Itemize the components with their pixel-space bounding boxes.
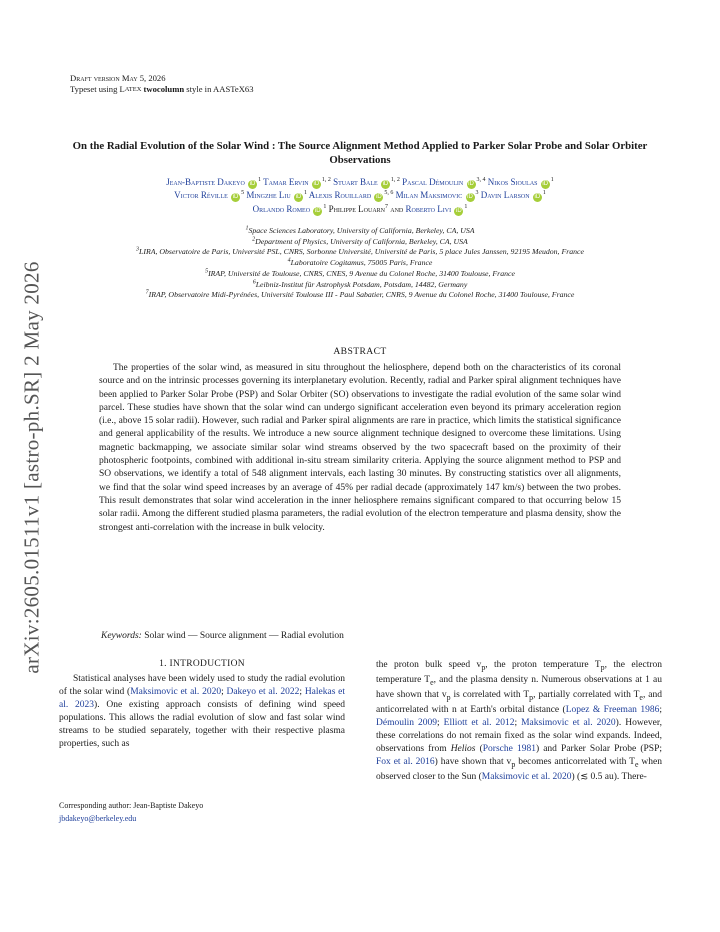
citation-link[interactable]: Maksimovic et al. 2020 bbox=[130, 687, 222, 698]
author-item: Philippe Louarn$^7$ bbox=[328, 203, 388, 214]
citation-link[interactable]: Fox et al. 2016 bbox=[376, 757, 435, 768]
affiliation-item: $^2$Department of Physics, University of California, Berkeley, CA, USA bbox=[252, 236, 468, 246]
corresponding-author: Corresponding author: Jean-Baptiste Dakeyo jbdakeyo@berkeley.edu bbox=[59, 800, 203, 825]
author-list bbox=[70, 176, 650, 216]
author-item[interactable]: Jean-Baptiste Dakeyo $iD^1$ bbox=[166, 177, 262, 187]
typeset-line: Typeset using LATEX twocolumn style in AASTeX63 bbox=[70, 83, 254, 94]
abstract-heading: ABSTRACT bbox=[333, 346, 387, 357]
citation-link[interactable]: Dakeyo et al. 2022 bbox=[226, 687, 300, 698]
author-item[interactable]: Milan Maksimovic $iD^3$ bbox=[395, 190, 479, 201]
citation-link[interactable]: Elliott et al. 2012 bbox=[443, 718, 515, 729]
orcid-icon[interactable]: iD bbox=[232, 194, 239, 201]
author-joiner: and bbox=[390, 203, 404, 214]
citation-link[interactable]: Maksimovic et al. 2020 bbox=[481, 772, 572, 783]
author-item[interactable]: Nikos Sioulas $iD^1$ bbox=[487, 177, 554, 187]
affiliation-item: $^5$IRAP, Université de Toulouse, CNRS, CNES, 9 Avenue du Colonel Roche, 31400 Toulouse, France bbox=[205, 268, 515, 278]
arxiv-side-stamp: arXiv:2605.01511v1 [astro-ph.SR] 2 May 2026 bbox=[19, 261, 44, 674]
intro-paragraph-right: the proton bulk speed $v_p$, the proton temperature $T_p$, the electron temperature $T_e$, and the plasma density n. Numerous observations at 1 au have shown that $v_p$ is correlated with $T_p$, partially correlated with $T_e$, and anticorrelated with n at Earth's orbital distance (Lopez & Freeman 1986; Démoulin 2009; Elliott et al. 2012; Maksimovic et al. 2020). However, these correlations do not remain fixed as the solar wind expands. Indeed, observations from Helios (Porsche 1981) and Parker Solar Probe (PSP; Fox et al. 2016) have shown that $v_p$ becomes anticorrelated with $T_e$ when observed closer to the Sun (Maksimovic et al. 2020) (≲ 0.5 au). There- bbox=[376, 660, 663, 783]
affiliation-item: $^7$IRAP, Observatoire Midi-Pyrénées, Université Toulouse III - Paul Sabatier, CNRS, 9 Avenue du Colonel Roche, 31400 Toulouse, France bbox=[145, 289, 575, 300]
orcid-icon[interactable]: iD bbox=[295, 194, 302, 201]
orcid-icon[interactable]: iD bbox=[313, 181, 320, 187]
citation-link[interactable]: Démoulin 2009 bbox=[376, 718, 437, 729]
citation-link[interactable]: Halekas et al. 2023 bbox=[59, 687, 346, 711]
author-item[interactable]: Davin Larson $iD^1$ bbox=[480, 190, 546, 201]
paper-title: On the Radial Evolution of the Solar Wind : The Source Alignment Method Applied to Parker Solar Probe and Solar Orbiter Observations bbox=[72, 140, 648, 166]
author-item[interactable]: Pascal Démoulin iD$^{3, 4}$ bbox=[402, 177, 486, 187]
affiliation-item: $^4$Laboratoire Cogitamus, 75005 Paris, France bbox=[287, 257, 433, 268]
orcid-icon[interactable]: iD bbox=[382, 181, 389, 187]
citation-link[interactable]: Lopez & Freeman 1986 bbox=[565, 704, 660, 715]
orcid-icon[interactable]: iD bbox=[467, 194, 473, 201]
email-link[interactable]: jbdakeyo@berkeley.edu bbox=[59, 813, 137, 823]
author-item[interactable]: Alexis Rouillard iD$^{5, 6}$ bbox=[308, 190, 394, 201]
affiliation-item: $^3$LIRA, Observatoire de Paris, Université PSL, CNRS, Sorbonne Université, Université de Paris, 5 place Jules Janssen, 92195 Meudon, France bbox=[136, 246, 584, 257]
affiliation-item: $^6$Leibniz-Institut für Astrophysk Potsdam, Potsdam, 14482, Germany bbox=[252, 278, 468, 289]
abstract-text: The properties of the solar wind, as measured in situ throughout the heliosphere, depend both on the characteristics of its coronal source and on the intrinsic processes governing its interplanetary evolution. Recently, radial and Parker spiral alignment techniques have been applied to Parker Solar Probe (PSP) and Solar Orbiter (SO) observations to investigate the radial evolution of the same solar wind parcel. These studies have shown that the solar wind can undergo significant acceleration even beyond its primary acceleration region (i.e., above 15 solar radii). However, such radial and Parker spiral alignments are rare in practice, which limits the statistical significance and general applicability of the results. We introduce a new source alignment technique designed to overcome these limitations. Using magnetic backmapping, we associate similar solar wind streams observed by the two spacecraft based on the proximity of their photospheric footpoints, combined with additional in-situ stream similarity criteria. Applying the source alignment method to PSP and SO observations, we identify a total of 548 alignment intervals, each lasting 30 minutes. By constructing statistics over all alignments, we find that the solar wind speed increases by an average of 45% per radial decade (approximately 147 km/s) between the two probes. This result demonstrates that solar wind acceleration in the inner heliosphere remains significant compared to that occurring below 15 solar radii. Among the different studied plasma parameters, the radial evolution of the electron temperature and plasma density, show the strongest anti-correlation with the increase in bulk velocity. bbox=[99, 363, 621, 533]
author-item[interactable]: Stuart Bale iD$^{1, 2}$ bbox=[333, 177, 400, 187]
orcid-icon[interactable]: iD bbox=[468, 181, 474, 187]
citation-link[interactable]: Porsche 1981 bbox=[482, 744, 536, 755]
orcid-icon[interactable]: iD bbox=[534, 194, 541, 201]
intro-paragraph-left: Statistical analyses have been widely used to study the radial evolution of the solar wind (Maksimovic et al. 2020; Dakeyo et al. 2022; Halekas et al. 2023). One existing approach consists of defining wind speed populations. This allows the radial evolution of slow and fast solar wind streams to be studied separately, together with their respective plasma properties, such as bbox=[59, 674, 346, 750]
author-item[interactable]: Victor Réville $iD^5$ bbox=[174, 190, 245, 201]
affiliation-list bbox=[52, 226, 668, 301]
affiliation-item: $^1$Space Sciences Laboratory, University of California, Berkeley, CA, USA bbox=[245, 225, 475, 235]
draft-header bbox=[70, 73, 254, 95]
orcid-icon[interactable]: iD bbox=[456, 207, 462, 214]
keywords: Keywords: Solar wind — Source alignment — Radial evolution bbox=[101, 631, 344, 641]
citation-link[interactable]: Maksimovic et al. 2020 bbox=[521, 718, 616, 729]
draft-line: Draft version May 5, 2026 bbox=[70, 73, 166, 83]
author-item[interactable]: Orlando Romeo $iD^1$ bbox=[252, 203, 327, 214]
orcid-icon[interactable]: iD bbox=[376, 194, 382, 201]
orcid-icon[interactable]: iD bbox=[249, 181, 256, 187]
author-item[interactable]: Roberto Livi $iD^1$ bbox=[405, 203, 468, 214]
author-item[interactable]: Tamar Ervin iD$^{1, 2}$ bbox=[263, 177, 331, 187]
left-column bbox=[59, 659, 345, 752]
right-column bbox=[376, 659, 662, 784]
author-item[interactable]: Mingzhe Liu $iD^1$ bbox=[246, 190, 307, 201]
section-heading: 1. INTRODUCTION bbox=[159, 659, 245, 669]
orcid-icon[interactable]: iD bbox=[314, 207, 321, 214]
orcid-icon[interactable]: iD bbox=[542, 181, 549, 187]
